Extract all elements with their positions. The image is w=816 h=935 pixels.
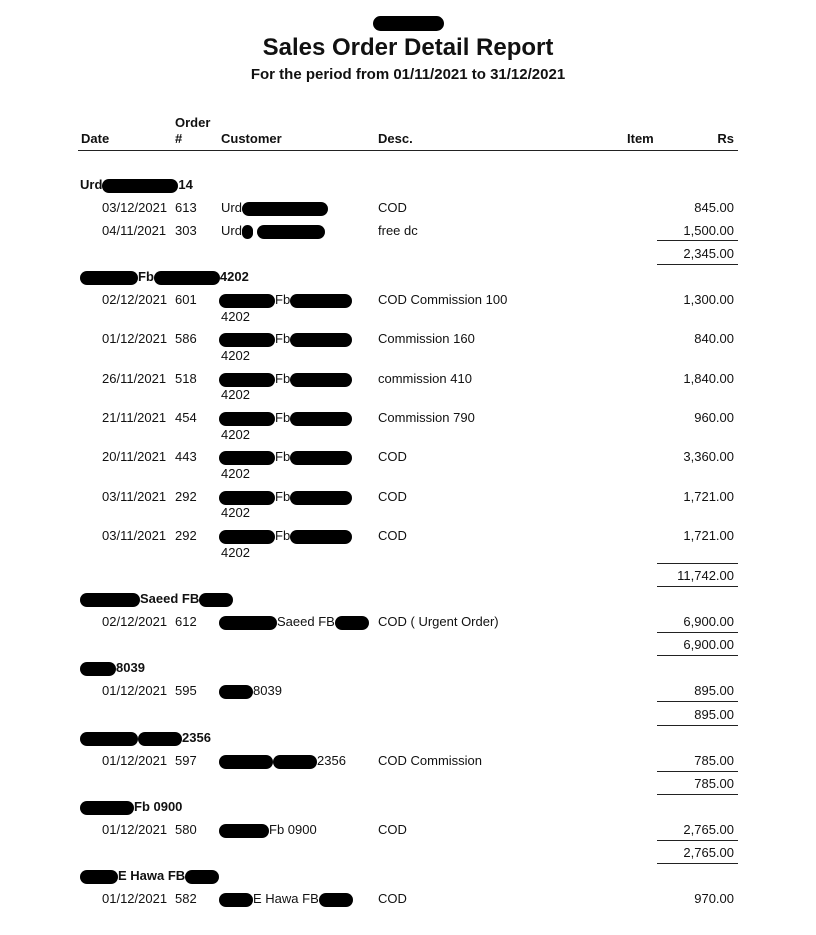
row-customer: Fb bbox=[219, 528, 352, 544]
row-date: 03/11/2021 bbox=[102, 489, 167, 504]
row-amount: 1,721.00 bbox=[683, 528, 734, 543]
row-customer: 2356 bbox=[219, 753, 346, 769]
row-customer: Urd bbox=[221, 200, 328, 216]
group-total: 11,742.00 bbox=[677, 568, 734, 583]
row-order: 586 bbox=[175, 331, 197, 346]
row-amount: 1,300.00 bbox=[683, 292, 734, 307]
row-order: 582 bbox=[175, 891, 197, 906]
col-header-item: Item bbox=[627, 131, 654, 146]
row-date: 01/12/2021 bbox=[102, 891, 168, 906]
total-rule bbox=[657, 586, 738, 587]
group-header: E Hawa FB bbox=[80, 868, 219, 884]
subtotal-rule bbox=[657, 240, 738, 241]
row-order: 601 bbox=[175, 292, 197, 307]
row-order: 454 bbox=[175, 410, 197, 425]
row-desc: COD bbox=[378, 489, 407, 504]
row-customer: 8039 bbox=[219, 683, 282, 699]
row-date: 04/11/2021 bbox=[102, 223, 167, 238]
row-desc: COD bbox=[378, 528, 407, 543]
row-customer-line2: 4202 bbox=[221, 387, 250, 402]
row-desc: COD Commission bbox=[378, 753, 483, 768]
row-customer-line2: 4202 bbox=[221, 427, 250, 442]
col-header-order: Order bbox=[175, 115, 211, 130]
row-amount: 1,500.00 bbox=[683, 223, 734, 238]
group-header bbox=[80, 177, 193, 193]
col-header-desc: Desc. bbox=[378, 131, 413, 146]
row-desc: Commission 790 bbox=[378, 410, 475, 425]
row-customer: E Hawa FB bbox=[219, 891, 353, 907]
total-rule bbox=[657, 725, 738, 726]
row-order: 613 bbox=[175, 200, 197, 215]
row-desc: COD bbox=[378, 200, 407, 215]
group-header: 8039 bbox=[80, 660, 145, 676]
row-desc: COD Commission 100 bbox=[378, 292, 508, 307]
row-customer: Fb 0900 bbox=[219, 822, 317, 838]
row-date: 03/11/2021 bbox=[102, 528, 167, 543]
row-customer: Fb bbox=[219, 292, 352, 308]
row-order: 292 bbox=[175, 489, 197, 504]
row-desc: COD ( Urgent Order) bbox=[378, 614, 499, 629]
row-date: 26/11/2021 bbox=[102, 371, 167, 386]
subtotal-rule bbox=[657, 632, 738, 633]
redacted-text bbox=[102, 179, 178, 193]
total-rule bbox=[657, 863, 738, 864]
row-customer: Saeed FB bbox=[219, 614, 369, 630]
group-total: 785.00 bbox=[694, 776, 734, 791]
group-name-prefix: Urd bbox=[80, 177, 103, 192]
report-title: Sales Order Detail Report bbox=[262, 34, 554, 61]
row-amount: 2,765.00 bbox=[683, 822, 734, 837]
group-total: 2,345.00 bbox=[683, 246, 734, 261]
row-amount: 6,900.00 bbox=[683, 614, 734, 629]
subtotal-rule bbox=[657, 563, 738, 564]
total-rule bbox=[657, 794, 738, 795]
col-header-amount: Rs bbox=[717, 131, 734, 146]
row-desc: free dc bbox=[378, 223, 418, 238]
header-rule bbox=[78, 150, 738, 151]
row-desc: COD bbox=[378, 449, 407, 464]
row-amount: 895.00 bbox=[694, 683, 734, 698]
row-desc: commission 410 bbox=[378, 371, 472, 386]
row-customer-line2: 4202 bbox=[221, 309, 250, 324]
row-date: 01/12/2021 bbox=[102, 331, 168, 346]
row-date: 01/12/2021 bbox=[102, 683, 168, 698]
row-amount: 960.00 bbox=[694, 410, 734, 425]
row-order: 303 bbox=[175, 223, 197, 238]
group-header: 2356 bbox=[80, 730, 211, 746]
row-customer-line2: 4202 bbox=[221, 545, 250, 560]
redacted-company-name bbox=[373, 16, 444, 31]
row-customer-line2: 4202 bbox=[221, 505, 250, 520]
row-amount: 845.00 bbox=[694, 200, 734, 215]
group-total: 6,900.00 bbox=[683, 637, 734, 652]
col-header-order-hash: # bbox=[175, 131, 183, 146]
row-date: 01/12/2021 bbox=[102, 753, 168, 768]
row-customer: Fb bbox=[219, 410, 352, 426]
row-date: 01/12/2021 bbox=[102, 822, 168, 837]
group-header: Fb 4202 bbox=[80, 269, 249, 285]
subtotal-rule bbox=[657, 771, 738, 772]
row-customer: Urd bbox=[221, 223, 325, 239]
row-customer: Fb bbox=[219, 371, 352, 387]
row-customer: Fb bbox=[219, 331, 352, 347]
row-desc: Commission 160 bbox=[378, 331, 475, 346]
row-date: 02/12/2021 bbox=[102, 292, 168, 307]
col-header-customer: Customer bbox=[221, 131, 282, 146]
row-date: 21/11/2021 bbox=[102, 410, 167, 425]
subtotal-rule bbox=[657, 840, 738, 841]
row-amount: 970.00 bbox=[694, 891, 734, 906]
row-order: 580 bbox=[175, 822, 197, 837]
row-amount: 785.00 bbox=[694, 753, 734, 768]
row-customer: Fb bbox=[219, 489, 352, 505]
subtotal-rule bbox=[657, 701, 738, 702]
row-date: 03/12/2021 bbox=[102, 200, 168, 215]
row-amount: 840.00 bbox=[694, 331, 734, 346]
group-total: 895.00 bbox=[694, 707, 734, 722]
row-order: 597 bbox=[175, 753, 197, 768]
row-amount: 3,360.00 bbox=[683, 449, 734, 464]
row-amount: 1,721.00 bbox=[683, 489, 734, 504]
group-header: Fb 0900 bbox=[80, 799, 182, 815]
col-header-date: Date bbox=[81, 131, 110, 146]
group-total: 2,765.00 bbox=[683, 845, 734, 860]
row-order: 595 bbox=[175, 683, 197, 698]
row-order: 612 bbox=[175, 614, 197, 629]
row-order: 443 bbox=[175, 449, 197, 464]
row-customer-line2: 4202 bbox=[221, 466, 250, 481]
row-customer: Fb bbox=[219, 449, 352, 465]
group-name-suffix: 14 bbox=[178, 177, 193, 192]
total-rule bbox=[657, 655, 738, 656]
row-order: 518 bbox=[175, 371, 197, 386]
row-customer-line2: 4202 bbox=[221, 348, 250, 363]
row-amount: 1,840.00 bbox=[683, 371, 734, 386]
row-order: 292 bbox=[175, 528, 197, 543]
total-rule bbox=[657, 264, 738, 265]
row-date: 02/12/2021 bbox=[102, 614, 168, 629]
row-date: 20/11/2021 bbox=[102, 449, 167, 464]
group-header: Saeed FB bbox=[80, 591, 233, 607]
row-desc: COD bbox=[378, 891, 407, 906]
row-desc: COD bbox=[378, 822, 407, 837]
report-period: For the period from 01/11/2021 to 31/12/2021 bbox=[250, 66, 566, 83]
